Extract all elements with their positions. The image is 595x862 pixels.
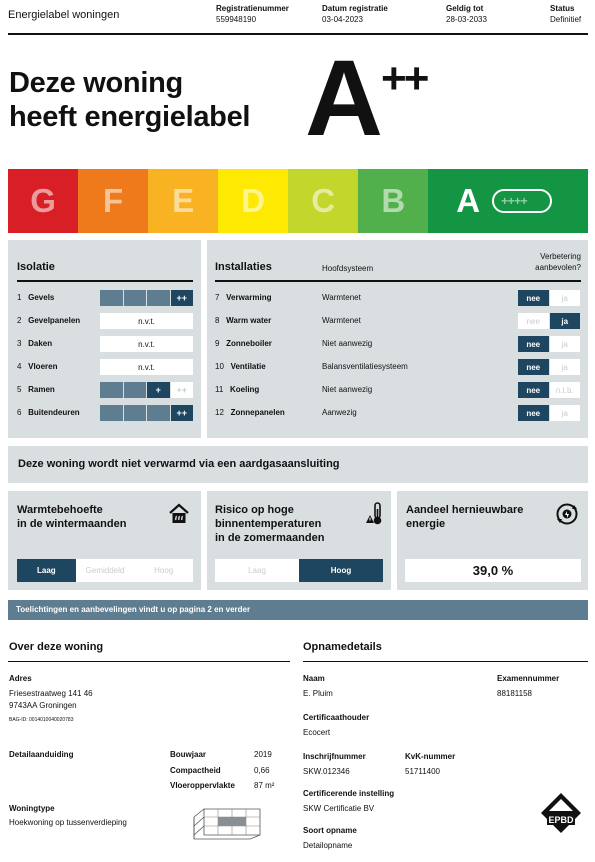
verbetering-toggle: [518, 359, 580, 375]
inschrijfnummer-label: Inschrijfnummer: [303, 752, 366, 761]
label-segment-f: F: [78, 169, 148, 233]
verbetering-toggle: [518, 336, 580, 352]
verbetering-ja: ja: [550, 359, 581, 375]
headline: Deze woning heeft energielabel: [9, 67, 251, 133]
installatie-system: Aanwezig: [322, 408, 357, 417]
document-title: Energielabel woningen: [8, 9, 120, 21]
verbetering-toggle: [518, 313, 580, 329]
bag-id: BAG-ID: 0014010040020783: [9, 717, 74, 723]
woningtype-value: Hoekwoning op tussenverdieping: [9, 818, 127, 827]
datum-registratie-value: 03-04-2023: [322, 15, 363, 24]
renewable-cycle-icon: [555, 502, 579, 526]
installatie-system: Warmtenet: [322, 293, 361, 302]
risico-option-laag: Laag: [248, 566, 266, 575]
toelichting-bar: Toelichtingen en aanbevelingen vindt u op pagina 2 en verder: [8, 600, 588, 620]
isolatie-rating-bar: [100, 382, 193, 398]
risico-option-hoog: Hoog: [299, 559, 383, 582]
adres-value: Friesestraatweg 141 46 9743AA Groningen: [9, 689, 93, 710]
isolatie-rating-bar: [100, 405, 193, 421]
installatie-row-label: 7 Verwarming: [215, 293, 272, 302]
installatie-row-label: 9 Zonneboiler: [215, 339, 272, 348]
registratienummer-block: Registratienummer 559948190: [216, 4, 289, 24]
label-segment-g: G: [8, 169, 78, 233]
warmte-option-laag: Laag: [17, 559, 76, 582]
certificaathouder-label: Certificaathouder: [303, 713, 370, 722]
over-woning-divider: [8, 661, 290, 662]
verbetering-nee: nee: [518, 405, 549, 421]
verbetering-nee: nee: [518, 336, 549, 352]
label-segment-c: C: [288, 169, 358, 233]
hernieuwbaar-value: 39,0 %: [405, 559, 581, 582]
registratienummer-value: 559948190: [216, 15, 257, 24]
warmte-option-hoog: Hoog: [154, 566, 174, 575]
risico-panel: [207, 491, 391, 590]
adres-label: Adres: [9, 674, 32, 683]
verbetering-nee: nee: [518, 290, 549, 306]
aardgas-panel: [8, 446, 588, 483]
verbetering-nee: nee: [518, 313, 549, 329]
vloeroppervlakte-label: Vloeroppervlakte: [170, 781, 235, 790]
warmte-option-gemiddeld: Gemiddeld: [85, 566, 125, 575]
thermometer-warning-icon: [365, 502, 385, 526]
installatie-system: Niet aanwezig: [322, 339, 373, 348]
verbetering-nee: nee: [518, 382, 549, 398]
verbetering-toggle: [518, 290, 580, 306]
opnamedetails-title: Opnamedetails: [303, 641, 382, 653]
isolatie-rating-cell: [124, 290, 147, 306]
examennummer-label: Examennummer: [497, 674, 560, 683]
soort-opname-label: Soort opname: [303, 826, 357, 835]
verbetering-toggle: [518, 382, 580, 398]
label-segment-e: E: [148, 169, 218, 233]
isolatie-rating-cell: [100, 290, 123, 306]
examennummer-value: 88181158: [497, 689, 532, 698]
isolatie-rating-cell: [124, 405, 147, 421]
installatie-row-label: 8 Warm water: [215, 316, 272, 325]
hoofdsysteem-header: Hoofdsysteem: [322, 264, 374, 273]
isolatie-row-label: 5 Ramen: [17, 385, 55, 394]
bouwjaar-value: 2019: [254, 750, 272, 759]
isolatie-rating-bar: [100, 290, 193, 306]
isolatie-row-label: 3 Daken: [17, 339, 53, 348]
label-segment-a-active: A ++ ++: [428, 169, 588, 233]
risico-title: Risico op hoge binnentemperaturen in de zomermaanden: [215, 504, 325, 544]
label-plus-pill: ++ ++: [492, 189, 552, 213]
isolatie-rating-cell: ++: [171, 382, 194, 398]
aardgas-text: Deze woning wordt niet verwarmd via een aardgasaansluiting: [18, 458, 340, 470]
installatie-row-label: 11 Koeling: [215, 385, 260, 394]
isolatie-rating-cell: [100, 382, 123, 398]
opnamedetails-divider: [303, 661, 588, 662]
verbetering-ja: ja: [550, 290, 581, 306]
isolatie-row-label: 6 Buitendeuren: [17, 408, 80, 417]
kvk-value: 51711400: [405, 767, 440, 776]
isolatie-panel: [8, 240, 201, 438]
isolatie-title: Isolatie: [17, 261, 55, 273]
energy-label-scale: [8, 169, 588, 233]
epbd-logo: [538, 790, 584, 836]
warmtebehoefte-title: Warmtebehoefte in de wintermaanden: [17, 504, 127, 530]
isolatie-value-nvt: n.v.t.: [100, 359, 193, 375]
installaties-panel: [207, 240, 588, 438]
installaties-divider: [215, 280, 581, 282]
label-segment-b: B: [358, 169, 428, 233]
hernieuwbaar-title: Aandeel hernieuwbare energie: [406, 504, 524, 530]
certificaathouder-value: Ecocert: [303, 728, 331, 737]
status-value: Definitief: [550, 15, 582, 24]
certificerende-instelling-label: Certificerende instelling: [303, 789, 395, 798]
naam-value: E. Pluim: [303, 689, 333, 698]
geldig-tot-block: Geldig tot 28-03-2033: [446, 4, 487, 24]
verbetering-header: Verbetering aanbevolen?: [535, 252, 581, 272]
verbetering-toggle: [518, 405, 580, 421]
svg-text:EPBD: EPBD: [548, 815, 574, 825]
label-segment-d: D: [218, 169, 288, 233]
isolatie-rating-cell: [100, 405, 123, 421]
header-divider: [8, 33, 588, 35]
risico-scale: [215, 559, 383, 582]
status-block: Status Definitief: [550, 4, 582, 24]
verbetering-ja: ja: [550, 313, 581, 329]
hernieuwbaar-panel: [397, 491, 588, 590]
isolatie-rating-active: +: [147, 382, 170, 398]
isolatie-value-nvt: n.v.t.: [100, 313, 193, 329]
isolatie-row-label: 4 Vloeren: [17, 362, 58, 371]
woningtype-label: Woningtype: [9, 804, 55, 813]
certificerende-instelling-value: SKW Certificatie BV: [303, 804, 375, 813]
house-heat-icon: [168, 503, 190, 525]
isolatie-divider: [17, 280, 193, 282]
naam-label: Naam: [303, 674, 325, 683]
installatie-system: Warmtenet: [322, 316, 361, 325]
installatie-system: Niet aanwezig: [322, 385, 373, 394]
compactheid-label: Compactheid: [170, 766, 221, 775]
verbetering-ja: ja: [550, 336, 581, 352]
isolatie-rating-active: ++: [171, 290, 194, 306]
installatie-row-label: 12 Zonnepanelen: [215, 408, 285, 417]
soort-opname-value: Detailopname: [303, 841, 353, 850]
isolatie-rating-cell: [147, 405, 170, 421]
isolatie-rating-cell: [147, 290, 170, 306]
inschrijfnummer-value: SKW.012346: [303, 767, 350, 776]
kvk-label: KvK-nummer: [405, 752, 456, 761]
warmtebehoefte-scale: [17, 559, 193, 582]
energy-label-letter: A: [305, 37, 381, 158]
bouwjaar-label: Bouwjaar: [170, 750, 207, 759]
installatie-row-label: 10 Ventilatie: [215, 362, 266, 371]
isolatie-row-label: 2 Gevelpanelen: [17, 316, 81, 325]
verbetering-nee: nee: [518, 359, 549, 375]
datum-registratie-block: Datum registratie 03-04-2023: [322, 4, 388, 24]
vloeroppervlakte-value: 87 m²: [254, 781, 275, 790]
woningtype-building-icon: [190, 805, 266, 843]
geldig-tot-value: 28-03-2033: [446, 15, 487, 24]
installatie-system: Balansventilatiesysteem: [322, 362, 408, 371]
energy-label-plus: ++: [381, 54, 427, 103]
isolatie-row-label: 1 Gevels: [17, 293, 55, 302]
isolatie-rating-active: ++: [171, 405, 194, 421]
detailaanduiding-label: Detailaanduiding: [9, 750, 74, 759]
warmtebehoefte-panel: [8, 491, 201, 590]
verbetering-ja: ja: [550, 405, 581, 421]
installaties-title: Installaties: [215, 261, 272, 273]
verbetering-ja: n.t.b.: [550, 382, 581, 398]
compactheid-value: 0,66: [254, 766, 270, 775]
over-woning-title: Over deze woning: [9, 641, 104, 653]
isolatie-value-nvt: n.v.t.: [100, 336, 193, 352]
isolatie-rating-cell: [124, 382, 147, 398]
